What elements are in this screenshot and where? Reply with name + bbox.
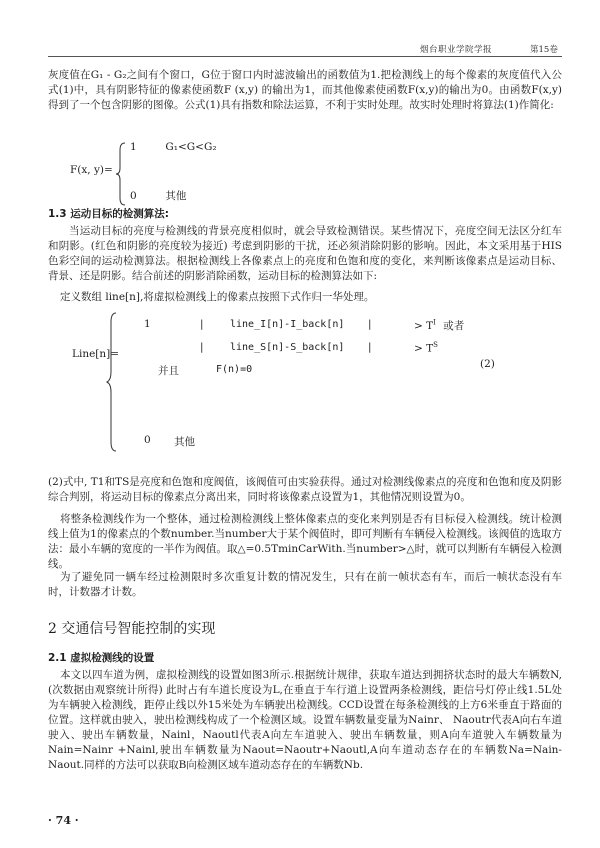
- formula-1-lhs: F(x, y)=: [70, 164, 113, 176]
- expr-saturation-diff: line_S[n]-S_back[n]: [230, 342, 345, 353]
- formula-1-case-1: [130, 141, 217, 153]
- abs-bar: |: [200, 318, 204, 330]
- left-brace-icon: [115, 142, 127, 206]
- abs-bar: |: [200, 341, 204, 353]
- case-1-condition: G₁<G<G₂: [165, 141, 217, 153]
- case-1-value: 1: [130, 141, 137, 153]
- or-word: 或者: [443, 320, 465, 332]
- formula-1-case-2: [130, 188, 186, 203]
- header-rule: [48, 56, 562, 57]
- journal-name: 烟台职业学院学报: [420, 45, 493, 55]
- running-header: [0, 0, 600, 60]
- formula-2-case-1-value: 1: [144, 318, 151, 330]
- page-number: · 74 ·: [48, 814, 79, 827]
- paragraph-avoid-double-count: 为了避免同一辆车经过检测限时多次重复计数的情况发生，只有在前一帧状态有车，而后一帧状态没有车时，计数器才计数。: [48, 571, 562, 598]
- abs-bar: |: [368, 341, 372, 353]
- section-heading-2-1: 2.1 虚拟检测线的设置: [48, 652, 155, 664]
- formula-2-lhs: Line[n]=: [72, 348, 120, 360]
- formula-2-line-normalization: [48, 312, 562, 452]
- paragraph-virtual-line-setup: 本文以四车道为例，虚拟检测线的设置如图3所示.根据统计规律，获取车道达到拥挤状态时的最大车辆数N,(次数据由观察统计所得) 此时占有车道长度设为L,在垂直于车行道上设置两条检测线，距信号灯停止线1.5L处为车辆驶入检测线，距停止线以外15米处为车辆驶出检测线。CCD设置在每条检测线的上方6米垂直于路面的位置。这样就由驶入，驶出检测线构成了一个检测区域。设置车辆数量变量为Nainr、 Naoutr代表A向右车道驶入、驶出车辆数量，Nainl，Naoutl代表A向左车道驶入、驶出车辆数量，则A向车道驶入车辆数量为Nain=Nainr +Nainl,驶出车辆数量为Naout=Naoutr+Naoutl,A向车道动态存在的车辆数Na=Nain-Naout.同样的方法可以获取B向检测区域车道动态存在的车辆数Nb.: [48, 669, 562, 771]
- threshold-saturation: > $T^S$: [414, 341, 438, 355]
- case-2-value: 0: [130, 190, 137, 202]
- section-heading-2: 2 交通信号智能控制的实现: [48, 621, 216, 637]
- threshold-intensity: > $T^I$ 或者: [414, 318, 465, 332]
- formula-2-case-2-value: 0: [144, 434, 151, 446]
- formula-2-case-2-condition: 其他: [174, 436, 195, 448]
- left-brace-icon: [106, 312, 118, 452]
- paragraph-shadow-function: 灰度值在G₁ - G₂之间有个窗口，G位于窗口内时滤波输出的函数值为1.把检测线上的每个像素的灰度值代入公式(1)中，具有阴影特征的像素使函数F (x,y) 的输出为1，而其他像素使函数F(x,y)的输出为0。由函数F(x,y)得到了一个包含阴影的图像。公式(1)具有指数和除法运算，不利于实时处理。故实时处理时将算法(1)作简化:: [48, 69, 562, 111]
- shadow-condition: F(n)=0: [216, 364, 253, 375]
- paragraph-define-array: 定义数组 line[n],将虚拟检测线上的像素点按照下式作归一华处理。: [60, 291, 375, 303]
- equation-number: (2): [480, 358, 495, 370]
- abs-bar: |: [368, 318, 372, 330]
- and-word: 并且: [158, 365, 179, 377]
- volume-label: 第15卷: [530, 45, 558, 55]
- paragraph-threshold-explain: (2)式中, T1和TS是亮度和色饱和度阀值，该阀值可由实验获得。通过对检测线像素点的亮度和色饱和度及阴影综合判别，将运动目标的像素点分离出来，同时将该像素点设置为1，其他情况则设置为0。: [48, 476, 562, 503]
- expr-intensity-diff: line_I[n]-I_back[n]: [230, 319, 345, 330]
- paragraph-hsi-detection: 当运动目标的亮度与检测线的背景亮度相似时，就会导致检测错误。某些情况下，亮度空间无法区分红车和阴影。(红色和阴影的亮度较为接近) 考虑到阴影的干扰，还必须消除阴影的影响。因此，本文采用基于HIS色彩空间的运动检测算法。根据检测线上各像素点上的亮度和色饱和度的变化，来判断该像素点是运动目标、背景、还是阴影。结合前述的阴影消除函数，运动目标的检测算法如下:: [48, 225, 562, 282]
- section-heading-1-3: 1.3 运动目标的检测算法:: [48, 208, 169, 220]
- paragraph-vehicle-detect: 将整条检测线作为一个整体，通过检测检测线上整体像素点的变化来判别是否有目标侵入检测线。统计检测线上值为1的像素点的个数number.当number大于某个阀值时，即可判断有车辆侵入检测线。该阀值的选取方法：最小车辆的宽度的一半作为阀值。取△=0.5TminCarWith.当number>△时，就可以判断有车辆侵入检测线。: [48, 513, 562, 570]
- case-2-condition: 其他: [165, 190, 187, 202]
